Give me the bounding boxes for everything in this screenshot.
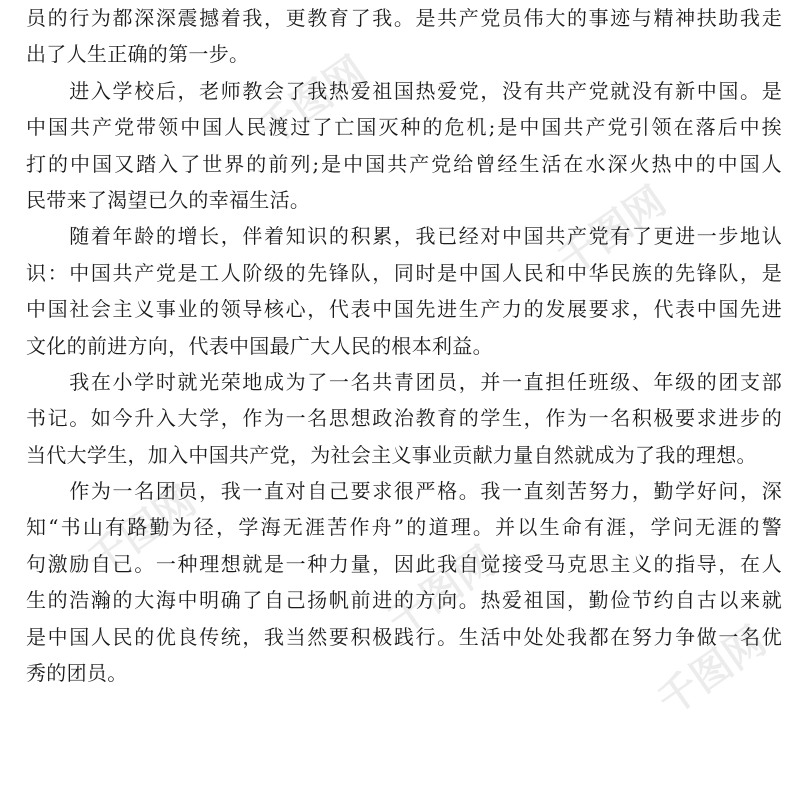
watermark-2: 千图网 <box>549 178 675 285</box>
paragraph-self-discipline <box>26 473 782 691</box>
paragraph-continuation <box>26 0 782 73</box>
watermark-3: 千图网 <box>79 478 205 585</box>
paragraph-school <box>26 73 782 219</box>
text-line: 识：中国共产党是工人阶级的先锋队，同时是中国人民和中华民族的先锋队，是 <box>26 260 782 285</box>
text-line: 书记。如今升入大学，作为一名思想政治教育的学生，作为一名积极要求进步的 <box>26 406 782 431</box>
text-line: 生的浩瀚的大海中明确了自己扬帆前进的方向。热爱祖国，勤俭节约自古以来就 <box>26 588 782 613</box>
text-line: 知“书山有路勤为径，学海无涯苦作舟”的道理。并以生命有涯，学问无涯的警 <box>26 515 782 540</box>
text-line: 出了人生正确的第一步。 <box>26 42 250 67</box>
watermark-4: 千图网 <box>379 538 505 645</box>
text-line: 是中国人民的优良传统，我当然要积极践行。生活中处处我都在努力争做一名优 <box>26 624 782 649</box>
text-line: 中国社会主义事业的领导核心，代表中国先进生产力的发展要求，代表中国先进 <box>26 297 782 322</box>
text-line: 文化的前进方向，代表中国最广大人民的根本利益。 <box>26 333 493 358</box>
text-line: 句激励自己。一种理想就是一种力量，因此我自觉接受马克思主义的指导，在人 <box>26 551 782 576</box>
text-line: 随着年龄的增长，伴着知识的积累，我已经对中国共产党有了更进一步地认 <box>26 224 782 249</box>
paragraph-knowledge <box>26 218 782 364</box>
text-line: 打的中国又踏入了世界的前列;是中国共产党给曾经生活在水深火热中的中国人 <box>26 151 782 176</box>
watermark-5: 千图网 <box>649 618 775 725</box>
text-line: 当代大学生，加入中国共产党，为社会主义事业贡献力量自然就成为了我的理想。 <box>26 442 757 467</box>
text-line: 作为一名团员，我一直对自己要求很严格。我一直刻苦努力，勤学好问，深 <box>26 479 782 504</box>
text-line: 中国共产党带领中国人民渡过了亡国灭种的危机;是中国共产党引领在落后中挨 <box>26 115 782 140</box>
text-line: 员的行为都深深震撼着我，更教育了我。是共产党员伟大的事迹与精神扶助我走 <box>26 6 782 30</box>
text-line: 秀的团员。 <box>26 661 128 686</box>
watermark-1: 千图网 <box>249 48 375 155</box>
text-line: 进入学校后，老师教会了我热爱祖国热爱党，没有共产党就没有新中国。是 <box>26 78 782 103</box>
document-page <box>26 0 782 691</box>
text-line: 民带来了渴望已久的幸福生活。 <box>26 187 311 212</box>
paragraph-league-member <box>26 364 782 473</box>
text-line: 我在小学时就光荣地成为了一名共青团员，并一直担任班级、年级的团支部 <box>26 369 782 394</box>
